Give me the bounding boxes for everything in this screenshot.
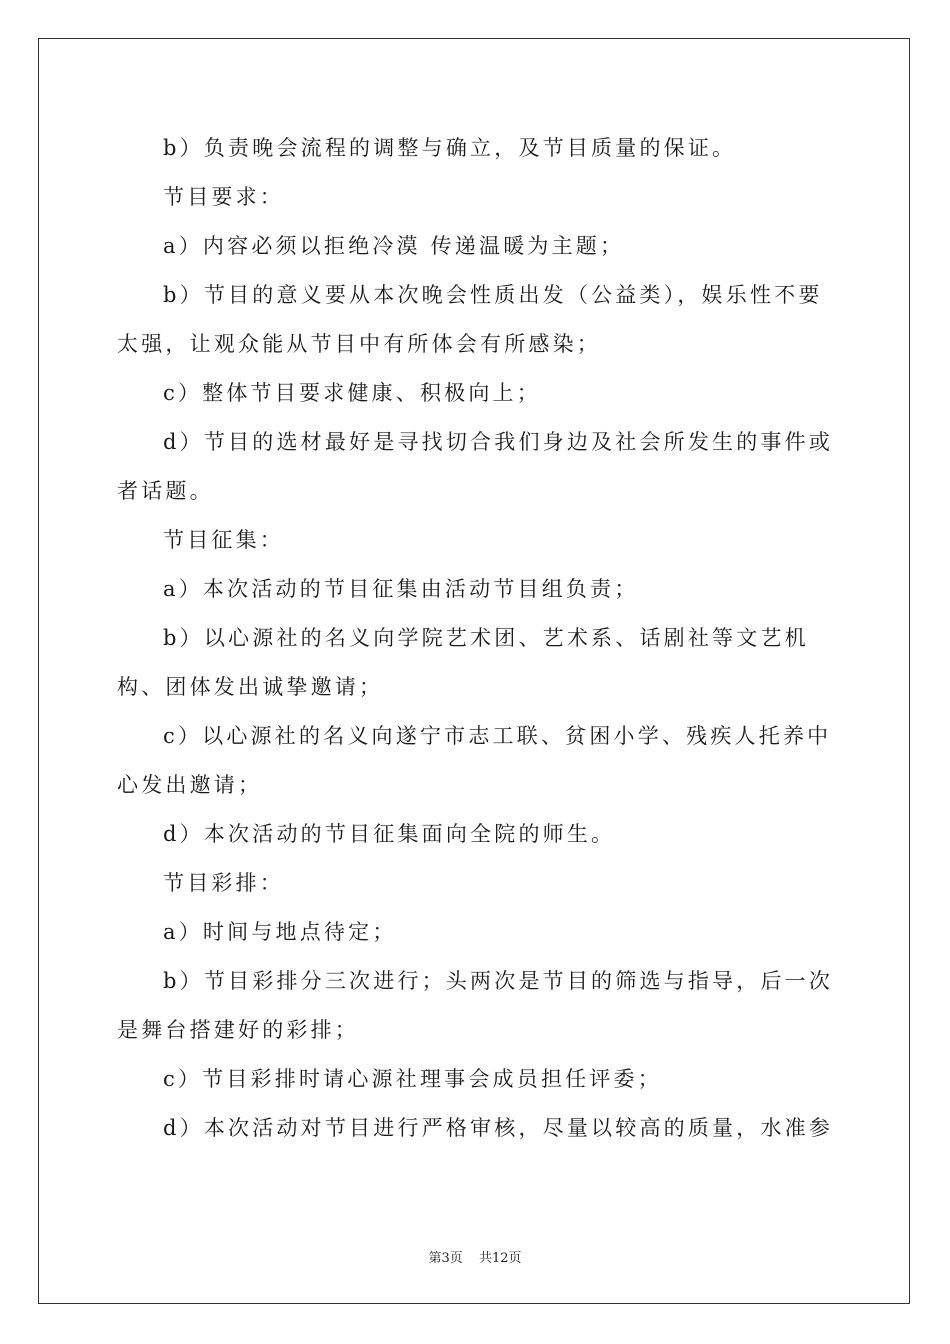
paragraph: d）本次活动的节目征集面向全院的师生。 [163,822,616,846]
paragraph: a）本次活动的节目征集由活动节目组负责； [163,577,639,601]
section-heading: 节目要求： [163,185,284,209]
paragraph: d）本次活动对节目进行严格审核，尽量以较高的质量，水准参 [163,1116,834,1140]
page-number: 第3页 [428,1251,463,1266]
section-heading: 节目征集： [163,528,284,552]
paragraph: c）节目彩排时请心源社理事会成员担任评委； [163,1067,662,1091]
paragraph: c）以心源社的名义向遂宁市志工联、贫困小学、残疾人托养中心发出邀请； [117,724,832,797]
paragraph: a）时间与地点待定； [163,920,397,944]
paragraph: c）整体节目要求健康、积极向上； [163,381,541,405]
paragraph: d）节目的选材最好是寻找切合我们身边及社会所发生的事件或者话题。 [117,430,834,503]
paragraph: b）负责晚会流程的调整与确立，及节目质量的保证。 [163,136,737,160]
paragraph: b）节目的意义要从本次晚会性质出发（公益类），娱乐性不要太强，让观众能从节目中有所体会有所感染； [117,283,823,356]
paragraph: b）节目彩排分三次进行；头两次是节目的筛选与指导，后一次是舞台搭建好的彩排； [117,969,834,1042]
paragraph: b）以心源社的名义向学院艺术团、艺术系、话剧社等文艺机构、团体发出诚挚邀请； [117,626,809,699]
paragraph: a）内容必须以拒绝冷漠 传递温暖为主题； [163,234,625,258]
document-body [117,124,837,1153]
page-footer [0,1247,950,1266]
section-heading: 节目彩排： [163,871,284,895]
total-pages: 共12页 [478,1251,522,1266]
